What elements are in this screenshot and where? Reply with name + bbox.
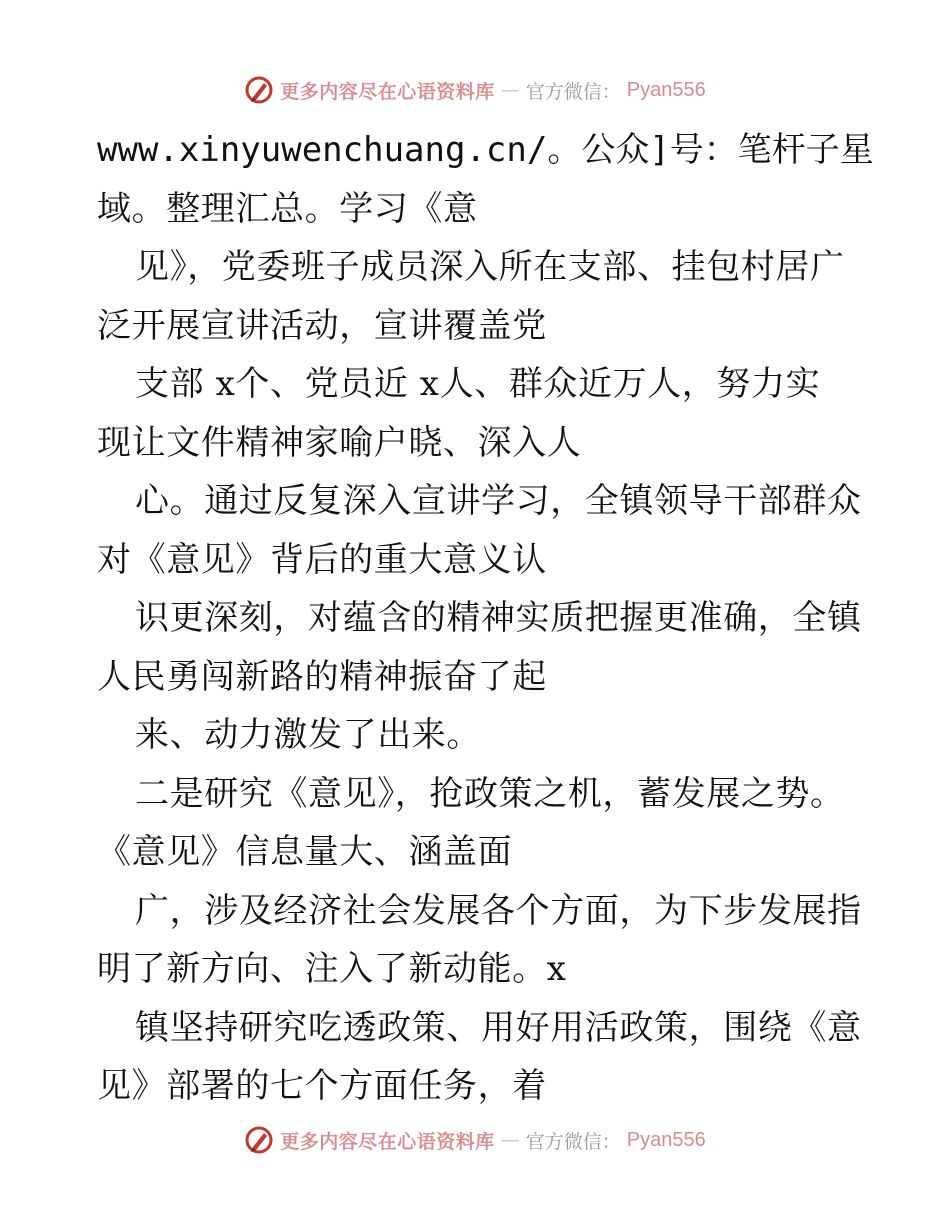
footer-banner [0, 1120, 950, 1160]
body-line: 来、动力激发了出来。 [135, 715, 481, 755]
header-wechat-id: Pyan556 [626, 78, 706, 101]
pen-logo-icon [244, 1125, 274, 1155]
body-line: 镇坚持研究吃透政策、用好用活政策，围绕《意 [135, 1007, 862, 1048]
footer-banner-separator: — [500, 1129, 520, 1151]
header-banner [0, 70, 950, 110]
header-banner-separator: — [500, 79, 520, 101]
body-line: 支部 x个、党员近 x人、群众近万人，努力实 [135, 364, 821, 404]
body-line: 识更深刻，对蕴含的精神实质把握更准确，全镇 [135, 598, 862, 638]
pen-logo-icon [244, 75, 274, 105]
body-line: 对《意见》背后的重大意义认 [97, 539, 547, 580]
body-line: www.xinyuwenchuang.cn/。公众]号：笔杆子星 [97, 130, 874, 170]
footer-banner-text: 更多内容尽在心语资料库 [280, 1130, 495, 1153]
body-line: 心。通过反复深入宣讲学习，全镇领导干部群众 [135, 481, 862, 521]
body-line: 见》部署的七个方面任务，着 [97, 1066, 547, 1106]
body-line: 泛开展宣讲活动，宣讲覆盖党 [97, 305, 547, 346]
header-banner-text: 更多内容尽在心语资料库 [280, 80, 495, 103]
body-line: 《意见》信息量大、涵盖面 [97, 832, 513, 872]
header-wechat-label: 官方微信： [525, 80, 621, 103]
body-line: 见》，党委班子成员深入所在支部、挂包村居广 [135, 247, 845, 287]
body-line: 二是研究《意见》，抢政策之机，蓄发展之势。 [135, 773, 845, 814]
header-banner-inner [244, 75, 706, 105]
footer-banner-inner [244, 1125, 706, 1155]
footer-wechat-label: 官方微信： [525, 1130, 621, 1153]
body-line: 现让文件精神家喻户晓、深入人 [97, 422, 582, 463]
body-line: 广，涉及经济社会发展各个方面，为下步发展指 [135, 890, 862, 931]
body-line: 人民勇闯新路的精神振奋了起 [97, 656, 547, 697]
document-body [97, 121, 874, 1116]
body-line: 域。整理汇总。学习《意 [97, 188, 478, 229]
footer-wechat-id: Pyan556 [626, 1128, 706, 1151]
body-line: 明了新方向、注入了新动能。x [97, 949, 567, 989]
